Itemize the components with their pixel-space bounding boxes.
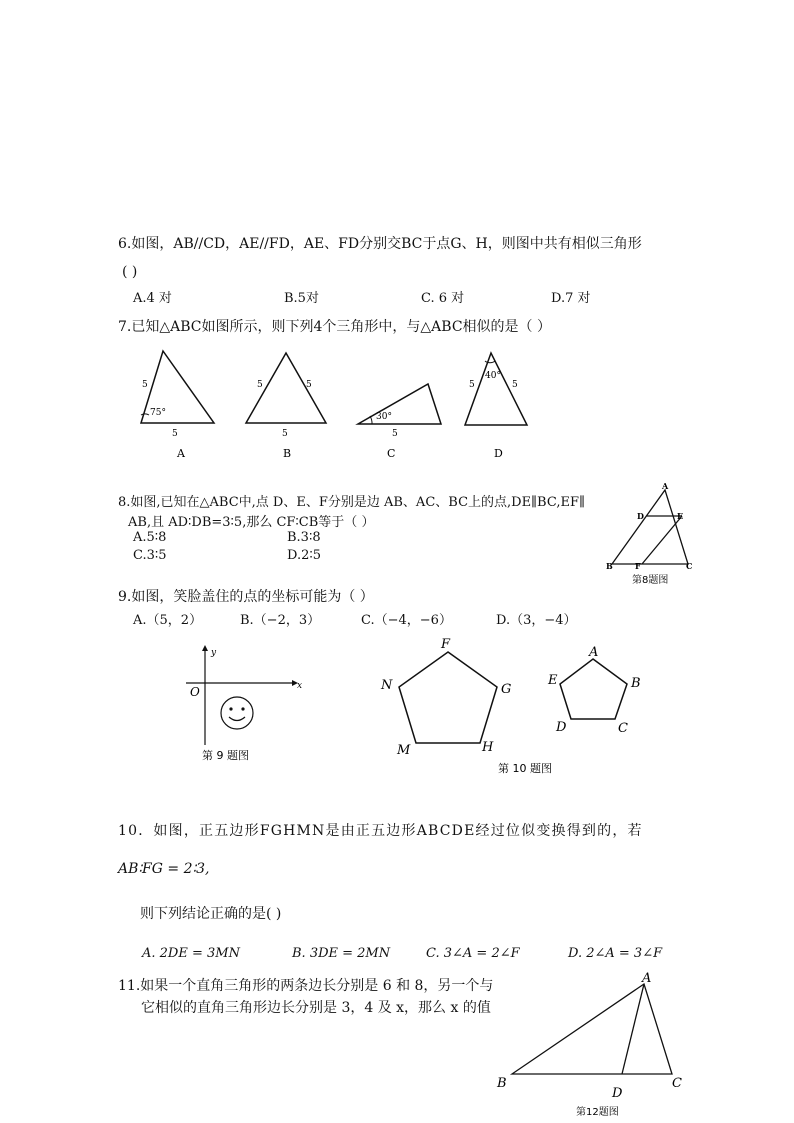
q7-b-side-bottom: 5 [282,429,288,439]
q7-a-side-bottom: 5 [172,429,178,439]
big-vertex-g: G [501,682,512,697]
q7-triangle-a [141,351,214,460]
q8-option-c: C.3∶5 [133,548,167,563]
q10-ratio: AB∶FG = 2∶3, [118,861,210,877]
smiley-face-icon [221,697,253,729]
q8-caption: 第8题图 [632,575,669,586]
q9-origin: O [190,685,200,699]
big-vertex-m: M [397,743,411,758]
q12-caption: 第12题图 [576,1107,619,1118]
q7-figures [130,345,550,470]
q7-triangle-d [465,353,527,460]
small-vertex-a: A [589,645,599,660]
pentagon-fghmn [380,637,511,758]
q9-option-b: B.（−2，3） [240,613,321,628]
q8-point-f: F [635,561,641,571]
q7-b-label: B [283,447,292,460]
q7-a-side-left: 5 [142,380,148,390]
q7-b-side-right: 5 [306,380,312,390]
q8-point-d: D [637,511,644,521]
q9-option-a: A.（5，2） [133,613,203,628]
q8-stem-line2: AB,且 AD∶DB=3∶5,那么 CF∶CB等于（ ） [128,515,375,530]
q6-option-c: C. 6 对 [421,291,465,306]
big-vertex-f: F [441,637,451,652]
q6-option-a: A.4 对 [133,291,172,306]
q7-c-angle: 30° [376,412,392,422]
q8-point-b: B [606,561,613,571]
q8-option-d: D.2∶5 [287,548,322,563]
q7-stem: 7.已知△ABC如图所示，则下列4个三角形中，与△ABC相似的是（ ） [118,319,551,335]
q11-line2: 它相似的直角三角形边长分别是 3，4 及 x，那么 x 的值 [141,1000,491,1016]
q12-figure [490,970,700,1120]
q10-figure [370,630,680,780]
q12-point-c: C [672,1076,682,1091]
q9-option-d: D.（3，−4） [496,613,577,628]
q9-caption: 第 9 题图 [202,749,249,762]
q7-c-label: C [387,447,396,460]
q7-d-angle: 40° [485,371,501,381]
q7-d-side-right: 5 [512,380,518,390]
big-vertex-n: N [381,678,393,693]
small-vertex-c: C [618,721,628,736]
q10-caption: 第 10 题图 [498,762,552,775]
q12-point-b: B [497,1076,507,1091]
q8-option-b: B.3∶8 [287,530,321,545]
q8-stem-line1: 8.如图,已知在△ABC中,点 D、E、F分别是边 AB、AC、BC上的点,DE∥BC,EF∥ [118,495,585,510]
q9-axis-y: y [211,648,217,658]
q7-d-label: D [494,447,503,460]
small-vertex-e: E [548,673,558,688]
q10-stem: 10．如图，正五边形FGHMN是由正五边形ABCDE经过位似变换得到的，若 [118,823,643,839]
q9-option-c: C.（−4，−6） [361,613,452,628]
q7-triangle-b [246,353,326,460]
q7-b-side-left: 5 [257,380,263,390]
q10-option-b: B. 3DE = 2MN [292,946,391,961]
q8-figure [600,480,700,590]
q6-option-b: B.5对 [284,291,319,306]
q12-point-a: A [642,971,652,986]
q6-stem: 6.如图，AB//CD，AE//FD，AE、FD分别交BC于点G、H，则图中共有相似三角形 [118,236,642,252]
q8-point-a: A [662,481,669,491]
q7-triangle-c [358,384,441,460]
q9-stem: 9.如图，笑脸盖住的点的坐标可能为（ ） [118,589,374,605]
small-vertex-b: B [631,676,641,691]
q7-a-label: A [177,447,185,460]
q8-point-e: E [677,511,684,521]
q9-figure [180,645,310,770]
q12-point-d: D [612,1086,623,1101]
q7-d-side-left: 5 [469,380,475,390]
q6-answer-paren: ( ) [122,264,138,280]
q10-option-a: A. 2DE = 3MN [142,946,240,961]
q8-option-a: A.5∶8 [133,530,167,545]
q10-option-c: C. 3∠A = 2∠F [426,946,520,961]
small-vertex-d: D [556,720,567,735]
pentagon-abcde [547,645,641,736]
big-vertex-h: H [482,740,494,755]
q7-c-side: 5 [392,429,398,439]
q7-a-angle: 75° [150,408,166,418]
q11-line1: 11.如果一个直角三角形的两条边长分别是 6 和 8，另一个与 [118,978,494,994]
q8-point-c: C [686,561,693,571]
q6-option-d: D.7 对 [551,291,591,306]
q10-prompt: 则下列结论正确的是( ) [140,906,282,922]
q10-option-d: D. 2∠A = 3∠F [568,946,663,961]
q9-axis-x: x [297,681,303,691]
